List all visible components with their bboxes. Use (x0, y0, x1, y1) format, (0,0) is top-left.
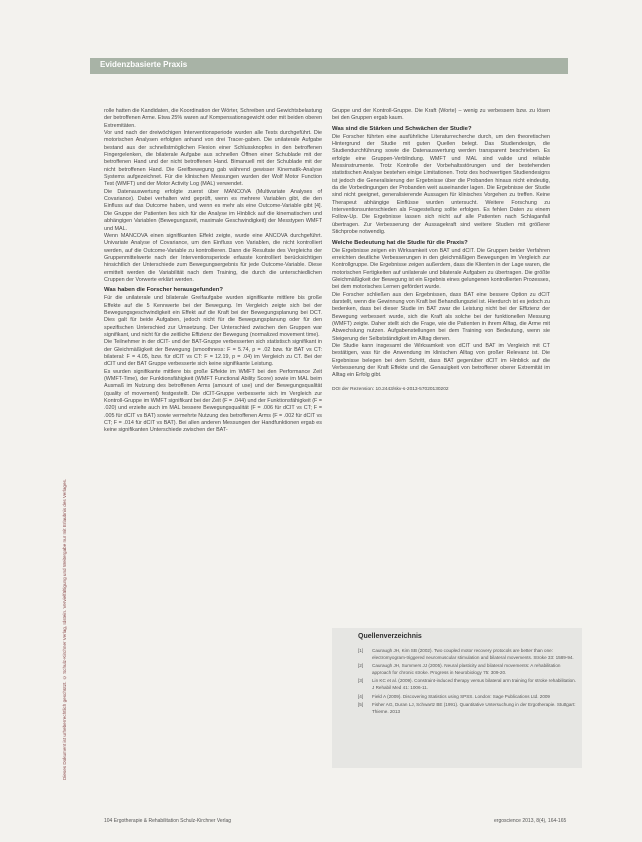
body-paragraph: Gruppe und der Kontroll-Gruppe. Die Kraft (Worte) – wenig zu verbessern bzw. zu lösen bei den Gruppen ergab kaum. (332, 108, 550, 122)
reference-text: Cauraugh JH, Summers JJ (2005). Neural plasticity and bilateral movements: A rehabilitation approach for chronic stroke. Progress in Neurobiology 75: 309-20. (372, 663, 561, 675)
reference-number: [5] (358, 702, 364, 708)
reference-number: [3] (358, 678, 364, 684)
footer-journal: 104 Ergotherapie & Rehabilitation Schulz-Kirchner Verlag (104, 818, 232, 824)
section-heading: Was haben die Forscher herausgefunden? (104, 287, 223, 294)
body-paragraph: rolle hatten die Kandidaten, die Koordination der Wörter, Schreiben und Gewichtsbelastung der betroffenen Arme. Etwa 25% waren auf Kompensationsgewicht oder mit beiden oberen Extremitäten. (104, 108, 322, 129)
section-heading: Welche Bedeutung hat die Studie für die Praxis? (332, 239, 468, 246)
body-paragraph: Die Studie kann insgesamt die Wirksamkeit von dCIT und BAT im Vergleich mit CT bestätigen, was für die Anwendung im klinischen Alltag von großer Relevanz ist. Die Ergebnisse belegen bei dem Schritt, dass BAT gegenüber dCIT im Hinblick auf die Verbesserung der Kraft Effekte und die Genauigkeit von betroffener oberer Extremität im Alltag ein Erfolg gibt. (332, 342, 550, 379)
footer-citation: ergoscience 2013, 8(4), 164-165 (494, 818, 567, 824)
section-label: Evidenzbasierte Praxis (100, 60, 188, 69)
left-column (104, 108, 322, 798)
reference-number: [2] (358, 663, 364, 669)
section-heading: Was sind die Stärken und Schwächen der Studie? (332, 125, 472, 132)
doi-line: DOI der Rezension: 10.2443/skv-s-2013-57020130202 (332, 386, 449, 392)
reference-number: [1] (358, 648, 364, 653)
body-paragraph: Die Datenauswertung erfolgte zuerst über MANCOVA (Multivariate Analyses of Covariance). Dabei verhalten wird geprüft, wenn es mehrere Variablen gibt, die den Einfluss auf das Outcome haben, und wenn es mehr als eine Outcome-Variable gibt [4]. Die Gruppe der Patienten lies sich für die Analyse im Hinblick auf die kinematischen und abhängigen Variablen (Bewegungszeit, maximale Geschwindigkeit) der Messtypen WMFT und MAL. (104, 188, 322, 232)
references-list (358, 648, 576, 717)
body-paragraph: Die Forscher schließen aus den Ergebnissen, dass BAT eine bessere Option zu dCIT darstellt, wenn die Gewinnung von Kraft bei Behandlungsziel ist. Hierdurch ist es jedoch zu bedenken, dass bei dieser Studie im BAT zwar die Leistung nicht bei der Effizienz der Bewegung verbessert wurde, sich die Kraft als solche bei der funktionellen Messung (WMFT) zeigte. Daher stellt sich die Frage, wie die Patienten in ihrem Alltag, die Arme mit Abwechslung nutzen. Aufgabenstellungen bei dem Training von Bedeutung, wenn sie Steigerung der Selbstständigkeit im Alltag dienen. (332, 291, 550, 342)
body-paragraph: Wenn MANCOVA einen signifikanten Effekt zeigte, wurde eine ANCOVA durchgeführt. Univariate Analyse of Covariance, um den Einfluss von Variablen, die nicht kontrolliert werden, auf die Outcome-Variable zu kontrollieren. Dann die Resultate des Vergleichs der Gruppenmittelwerte nach der Interventionsperiode erfasste kontrolliert berücksichtigen hinsichtlich der Unterschiede zum Bewegungsergebnis für jede Outcome-Variable. Diese ermittelt werden die Variabilität nach dem Training, die durch die unterschiedlichen Cruppen der Vorwerte erklärt werden. (104, 232, 322, 283)
reference-item (358, 648, 576, 661)
body-paragraph: Es wurden signifikante mittlere bis große Effekte im WMFT bei den Performance Zeit (WMFT-Time), der Funktionsfähigkeit (WMFT Functional Ability Score) sowie im MAL beim Ausmaß im Nutzung des betroffenen Arms (amount of use) und der Bewegungsqualität (quality of movement) festgestellt. Die dCIT-Gruppe verbesserte sich im Vergleich zur Kontroll-Gruppe im WMFT signifikant bei der Zeit (F = .044) und der Funktionsfähigkeit (F = .020) und erzielte auch im MAL bessere Bewegungsqualität (F = .006 für dCIT vs CT; F = .005 für dCIT vs BAT) sowie vermehrte Nutzung des betroffenen Arms (F = .002 für dCIT vs CT; F = .014 für dCIT vs BAT). Bei allen anderen Messungen der Handfunktionen ergab es keine signifikanten Unterschiede zwischen der BAT- (104, 368, 322, 434)
body-paragraph: Vor und nach der dreiwöchigen Interventionsperiode wurden alle Tests durchgeführt. Die motorischen Analysen erfolgten anhand von drei Tracer-gaben. Die unilaterale Aufgabe bestand aus der schnellstmöglichen Flexion einer Schlussknopfes in den betroffenen Fingergelenken, die bilaterale Aufgabe aus schnellen Öffnen einer Schublade mit der betroffenen Hand und der nicht betroffenen Hand. Bimanuell mit der Schublade mit der nicht betroffenen Hand. Die Greifbewegung gab während gewisser Kinematik-Analyse Systems aufgezeichnet. Für die klinischen Messungen wurden der Wolf Motor Function Test (WMFT) und der Motor Activity Log (MAL) verwendet. (104, 130, 322, 188)
body-paragraph: Die Teilnehmer in der dCIT- und der BAT-Gruppe verbesserten sich statistisch signifikant in der Gleichmäßigkeit der Bewegung (smoothness: F = 5.74, p = .02 bzw. für BAT vs CT: bilateral: F = 4.05, bzw. für dCIT vs CT: F = 12.19, p = .04) im Vergleich zu CT. Bei der dCIT und der BAT Gruppe verbesserte sich keine signifikante Leistung. (104, 339, 322, 368)
reference-text: Cauraugh JH, Kim SB (2002). Two coupled motor recovery protocols are better than one: electromyogram-triggered neuromuscular stimulation and bilateral movements. Stroke 33: 1589-94. (372, 648, 574, 660)
reference-number: [4] (358, 693, 364, 699)
reference-text: Field A (2009). Discovering Statistics using SPSS. London: Sage Publications Ltd. 2009 (372, 693, 550, 699)
right-column (332, 108, 550, 588)
reference-item (358, 663, 576, 676)
reference-item (358, 678, 576, 691)
references-title: Quellenverzeichnis (358, 633, 422, 640)
body-paragraph: Für die unilaterale und bilaterale Greifaufgabe wurden signifikante mittlere bis große Effekte auf die 5 Kennwerte bei der Bewegung. Im Vergleich zeigte sich bei der Bewegungsgeschwindigkeit ein Effekt auf die Kraft bei der Bewegungsplanung bei DCT. Dies galt für beide Aufgaben, jedoch nicht für die Bewegungsplanung oder für den spezifischen Unterschied zur Umsetzung. Der Unterschied zwischen den Gruppen war signifikant, und nicht für die zeitliche Effizienz der Bewegung (normalized movement time). (104, 295, 322, 338)
copyright-side-note: Dieses Dokument ist urheberrechtlich geschützt. © Schulz-Kirchner Verlag, Idstein. Vervielfältigung und Weitergabe nur mit Erlaubnis des Verlages. (62, 478, 67, 780)
body-paragraph: Die Ergebnisse zeigen ein Wirksamkeit von BAT und dCIT. Die Gruppen beider Verfahren erreichten deutliche Verbesserungen in den gleichmäßigen Bewegungen im Vergleich zur Kontrollgruppe. Die Ergebnisse zeigen außerdem, dass die Klienten in der Lage waren, die motorischen Fertigkeiten auf unilaterale und bilaterale Aufgaben zu übertragen. Die größte Gleichmäßigkeit der Bewegung ist ein Ergebnis eines gelungenen kontrollierten Prozesses, bei dem motorisches Lernen gefördert wurde. (332, 247, 550, 291)
body-paragraph: Die Forscher führten eine ausführliche Literaturrecherche durch, um den theoretischen Hintergrund der Studie mit guten Quellen belegt. Das Studiendesign, die Studiendurchführung sowie die Datenauswertung werden transparent beschrieben. Es erfolgte eine Gruppen-Verblindung. WMFT und MAL sind valide und reliable Messinstrumente. Trotz Kontrolle der Vorbehaltsstörungen und der bestehenden statistischen Analyse bestehen einige Limitationen. Trotz des hochwertigen Studiendesigns ist jedoch die Generalisierung der Ergebnisse über die Probanden hinaus nicht eindeutig, da die Vorbedingungen der Probanden weit auseinander lagen. Die Ergebnisse der Studie sind nicht geeignet, generalisierende Aussagen für klinisches Vorgehen zu treffen. Keine Therapeut abhängige Einflüsse wurden untersucht. Weitere Forschung zu Interventionsunterschieden als Fragestellung sollte erfolgen. Es fehlen Daten zu einem Follow-Up. Die Ergebnisse lassen sich nicht auf alle Patienten nach Schlaganfall übertragen. Zur Verbesserung der Aussagekraft sind weitere Studien mit größerer Stichprobe notwendig. (332, 133, 550, 236)
reference-text: Fisher AG, Duran LJ, Schwartz BE (1991). Quantitative Untersuchung in der Ergotherapie. Stuttgart: Thieme. 2013 (372, 702, 576, 714)
reference-text: Lin KC et al. (2009). Constraint-induced therapy versus bilateral arm training for stroke rehabilitation. J Rehabil Med 41: 1006-11. (372, 678, 577, 690)
reference-item (358, 694, 576, 701)
reference-item (358, 702, 576, 715)
